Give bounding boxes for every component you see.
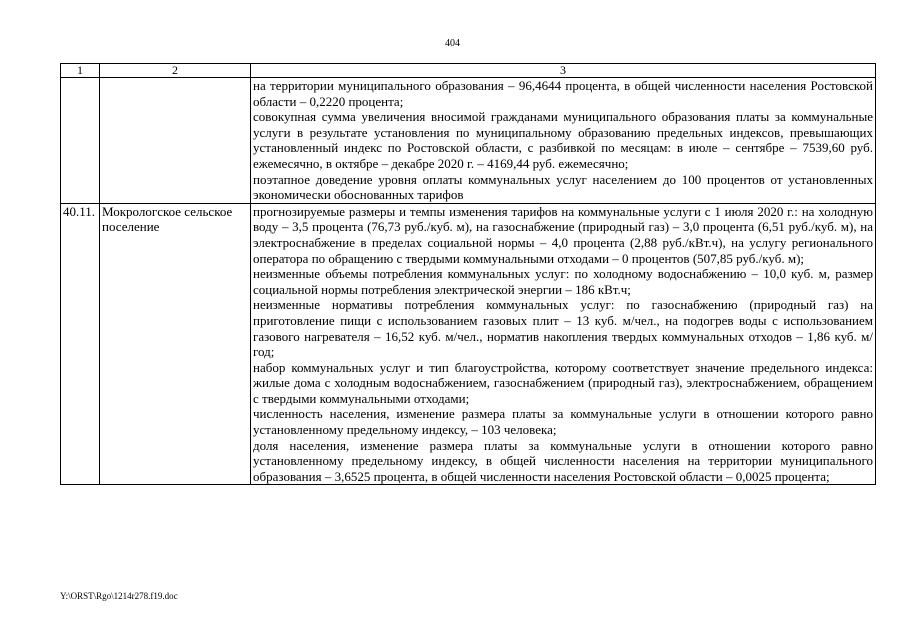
paragraph: прогнозируемые размеры и темпы изменения тарифов на коммунальные услуги с 1 июля 2020 г.: на холодную воду – 3,5 процента (76,73 руб./куб. м), на газоснабжение (природный газ) – 3,0 процента (6,51 руб./куб. м), на электроснабжение в пределах социальной нормы – 4,0 процента (2,88 руб./кВт.ч), на услугу регионального оператора по обращению с твердыми коммунальными отходами – 0 процентов (507,85 руб./куб. м); bbox=[253, 203, 873, 266]
header-col-2: 2 bbox=[100, 64, 251, 78]
footer-file-path: Y:\ORST\Rgo\1214r278.f19.doc bbox=[60, 591, 178, 601]
row-name: Мокрологское сельское поселение bbox=[100, 203, 251, 485]
paragraph: совокупная сумма увеличения вносимой гражданами муниципального образования платы за коммунальные услуги в результате установления по муниципальному образованию предельных индексов, превышающих установленный индекс по Ростовской области, с разбивкой по месяцам: в июле – сентябре – 7539,60 руб. ежемесячно, в октябре – декабре 2020 г. – 4169,44 руб. ежемесячно; bbox=[253, 109, 873, 171]
paragraph: на территории муниципального образования – 96,4644 процента, в общей численности населения Ростовской области – 0,2220 процента; bbox=[253, 78, 873, 109]
row-number: 40.11. bbox=[61, 203, 100, 485]
table-header-row bbox=[61, 64, 876, 78]
row-name bbox=[100, 78, 251, 204]
paragraph: неизменные нормативы потребления коммунальных услуг: по газоснабжению (природный газ) на приготовление пищи с использованием газовых плит – 13 куб. м/чел., на подогрев воды с использованием газового нагревателя – 16,52 куб. м/чел., норматив накопления твердых коммунальных отходов – 1,86 куб. м/год; bbox=[253, 297, 873, 360]
paragraph: численность населения, изменение размера платы за коммунальные услуги в отношении которого равно установленному предельному индексу, – 103 человека; bbox=[253, 406, 873, 438]
page-number: 404 bbox=[445, 38, 460, 49]
paragraph: поэтапное доведение уровня оплаты коммунальных услуг населением до 100 процентов от установленных экономически обоснованных тарифов bbox=[253, 171, 873, 203]
paragraph: неизменные объемы потребления коммунальных услуг: по холодному водоснабжению – 10,0 куб. м, размер социальной нормы потребления электрической энергии – 186 кВт.ч; bbox=[253, 266, 873, 297]
paragraph: доля населения, изменение размера платы за коммунальные услуги в отношении которого равно установленному предельному индексу, в общей численности населения на территории муниципального образования – 3,6525 процента, в общей численности населения Ростовской области – 0,0025 процента; bbox=[253, 437, 873, 484]
header-col-1: 1 bbox=[61, 64, 100, 78]
row-number bbox=[61, 78, 100, 204]
row-content bbox=[251, 203, 876, 485]
row-content bbox=[251, 78, 876, 204]
paragraph: набор коммунальных услуг и тип благоустройства, которому соответствует значение предельного индекса: жилые дома с холодным водоснабжением, газоснабжением (природный газ), электроснабжением, обращением с твердыми коммунальными отходами; bbox=[253, 359, 873, 406]
header-col-3: 3 bbox=[251, 64, 876, 78]
table-row-continuation bbox=[61, 78, 876, 204]
table-row-40-11 bbox=[61, 203, 876, 485]
document-table bbox=[60, 63, 876, 485]
